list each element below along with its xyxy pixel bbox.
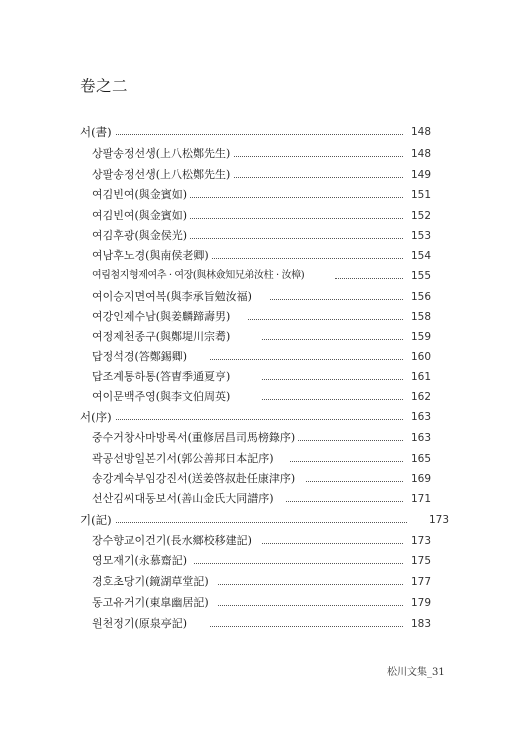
toc-page-number: 152 [403,208,431,224]
toc-page-number: 156 [403,289,431,305]
toc-page-number: 161 [403,369,431,385]
toc-entry-label: 여김빈여(與金賓如) [92,187,190,203]
toc-entry-row[interactable] [0,187,511,205]
toc-page-number: 179 [403,595,431,611]
toc-page-number: 177 [403,574,431,590]
toc-page-number: 160 [403,349,431,365]
toc-entry-row[interactable] [0,471,511,489]
toc-leader-dots [210,359,425,360]
toc-entry-label: 중수거창사마방록서(重修居昌司馬榜錄序) [92,430,298,446]
toc-page-number: 148 [403,124,431,140]
toc-entry-label: 동고유거기(東皐幽居記) [92,595,212,611]
toc-entry-label: 상팔송정선생(上八松鄭先生) [92,146,233,162]
toc-section-row[interactable] [0,409,511,427]
toc-page-number: 153 [403,228,431,244]
toc-page-number: 169 [403,471,431,487]
toc-entry-label: 상팔송정선생(上八松鄭先生) [92,167,233,183]
toc-leader-dots [262,399,425,400]
toc-entry-label: 장수향교이건기(長水鄉校移建記) [92,533,255,549]
toc-entry-row[interactable] [0,248,511,266]
toc-leader-dots [218,605,425,606]
toc-page-number: 149 [403,167,431,183]
toc-entry-label: 여이문백주영(與李文伯周英) [92,389,233,405]
toc-section-label: 서(書) [80,124,115,140]
toc-leader-dots [112,522,407,523]
toc-page-number: 173 [421,512,449,528]
toc-entry-row[interactable] [0,146,511,164]
toc-entry-row[interactable] [0,389,511,407]
toc-page-number: 171 [403,491,431,507]
toc-entry-label: 경호초당기(鏡湖草堂記) [92,574,212,590]
toc-leader-dots [176,238,425,239]
toc-section-label: 서(序) [80,409,115,425]
toc-page-number: 175 [403,553,431,569]
toc-entry-row[interactable] [0,533,511,551]
toc-entry-row[interactable] [0,553,511,571]
toc-entry-row[interactable] [0,167,511,185]
toc-page-number: 165 [403,451,431,467]
toc-page-number: 163 [403,430,431,446]
toc-page-number: 151 [403,187,431,203]
toc-section-label: 기(記) [80,512,115,528]
toc-leader-dots [262,543,425,544]
toc-page-number: 154 [403,248,431,264]
toc-entry-row[interactable] [0,349,511,367]
toc-entry-row[interactable] [0,451,511,469]
toc-leader-dots [112,134,425,135]
toc-page-number: 162 [403,389,431,405]
toc-entry-label: 여림첨지형제여추 · 여장(與林僉知兄弟汝柱 · 汝樟) [92,268,307,284]
toc-entry-row[interactable] [0,289,511,307]
toc-page-number: 158 [403,309,431,325]
toc-leader-dots [248,319,425,320]
toc-leader-dots [218,584,425,585]
toc-entry-row[interactable] [0,616,511,634]
toc-leader-dots [180,218,425,219]
toc-entry-row[interactable] [0,369,511,387]
toc-section-row[interactable] [0,512,511,530]
toc-leader-dots [210,626,425,627]
toc-entry-row[interactable] [0,491,511,509]
toc-entry-row[interactable] [0,309,511,327]
toc-entry-label: 여남후노경(與南侯老卿) [92,248,212,264]
page-footer: 松川文集_31 [387,667,445,678]
toc-entry-row[interactable] [0,430,511,448]
toc-entry-row[interactable] [0,574,511,592]
toc-entry-label: 답조계통하통(答曺季通夏亨) [92,369,233,385]
volume-title: 卷之二 [80,77,129,95]
toc-entry-label: 여이승지면여복(與李承旨勉汝福) [92,289,255,305]
toc-entry-label: 영모재기(永慕齋記) [92,553,190,569]
toc-entry-row[interactable] [0,268,511,286]
toc-leader-dots [180,197,425,198]
toc-entry-label: 여강인제수남(與姜麟蹄壽男) [92,309,233,325]
toc-leader-dots [270,299,425,300]
toc-page-number: 163 [403,409,431,425]
toc-page-number: 159 [403,329,431,345]
toc-entry-label: 송강계숙부임강진서(送姜啓叔赴任康津序) [92,471,298,487]
toc-entry-row[interactable] [0,228,511,246]
toc-page-number: 183 [403,616,431,632]
toc-entry-label: 원천정기(原泉亭記) [92,616,190,632]
toc-leader-dots [262,339,425,340]
toc-entry-label: 여김후광(與金侯光) [92,228,190,244]
toc-entry-label: 곽공선방일본기서(郭公善邦日本記序) [92,451,277,467]
toc-page-number: 173 [403,533,431,549]
toc-leader-dots [112,419,425,420]
toc-page-number: 148 [403,146,431,162]
toc-entry-row[interactable] [0,208,511,226]
toc-entry-label: 여김빈여(與金賓如) [92,208,190,224]
toc-leader-dots [262,379,425,380]
toc-leader-dots [194,563,425,564]
toc-leader-dots [214,177,425,178]
toc-entry-label: 선산김씨대동보서(善山金氏大同譜序) [92,491,277,507]
toc-entry-row[interactable] [0,329,511,347]
toc-page-number: 155 [403,268,431,284]
toc-entry-label: 여정제천종구(與鄭堤川宗耈) [92,329,233,345]
toc-leader-dots [214,156,425,157]
toc-entry-row[interactable] [0,595,511,613]
toc-leader-dots [186,258,425,259]
toc-entry-label: 답정석경(答鄭錫卿) [92,349,190,365]
toc-section-row[interactable] [0,124,511,142]
